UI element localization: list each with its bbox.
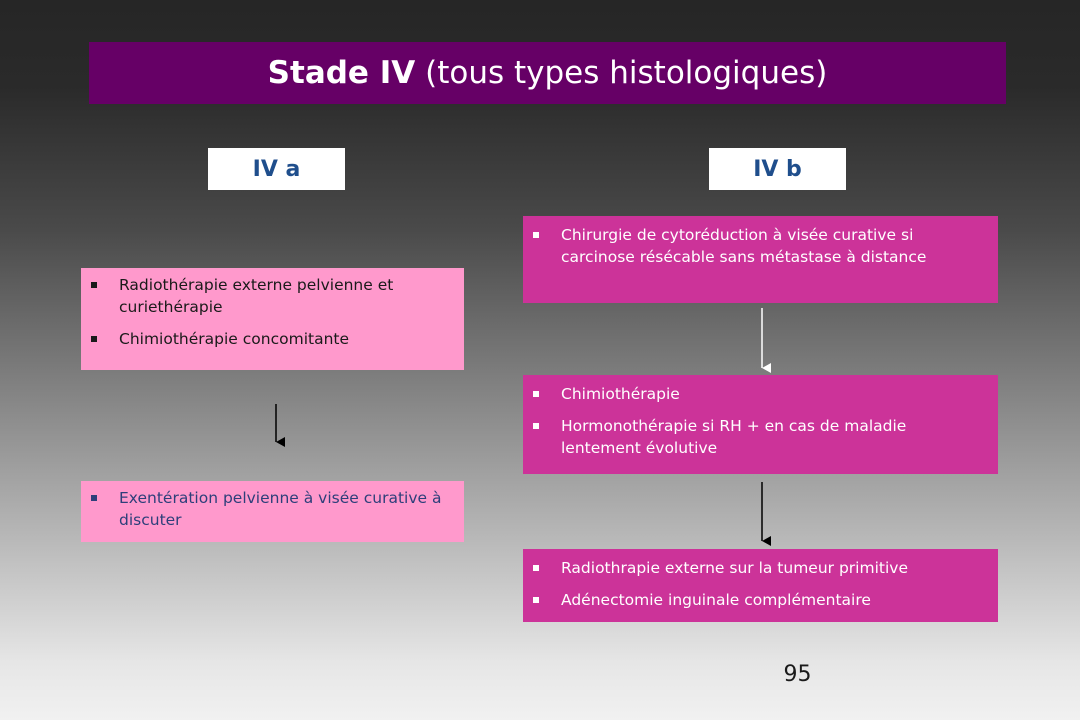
bullet-icon (533, 597, 539, 603)
column-header-ivb: IV b (709, 148, 846, 190)
list-item (91, 274, 452, 318)
list-item-text: Adénectomie inguinale complémentaire (561, 591, 871, 609)
list-item (533, 383, 986, 405)
bullet-icon (533, 232, 539, 238)
bullet-icon (91, 495, 97, 501)
bullet-icon (533, 423, 539, 429)
list-item (91, 328, 452, 350)
list-item-text: Chimiothérapie concomitante (119, 330, 350, 348)
iva-treatment-box (81, 268, 464, 370)
ivb-local-box (523, 549, 998, 622)
bullet-icon (91, 336, 97, 342)
list-item (533, 557, 986, 579)
list-item-text: Radiothrapie externe sur la tumeur primitive (561, 559, 908, 577)
slide-title (89, 42, 1006, 104)
list-item (533, 589, 986, 611)
title-bold: Stade IV (267, 55, 416, 91)
list-item (533, 224, 986, 268)
list-item-text: Chirurgie de cytoréduction à visée curative si carcinose résécable sans métastase à distance (561, 226, 927, 266)
list-item-text: Chimiothérapie (561, 385, 680, 403)
list-item-text: Exentération pelvienne à visée curative à discuter (119, 489, 442, 529)
page-number: 95 (783, 662, 812, 687)
ivb-surgery-box (523, 216, 998, 303)
column-header-iva: IV a (208, 148, 345, 190)
bullet-icon (533, 565, 539, 571)
bullet-icon (533, 391, 539, 397)
list-item (533, 415, 986, 459)
iva-surgery-box (81, 481, 464, 542)
ivb-systemic-box (523, 375, 998, 474)
bullet-icon (91, 282, 97, 288)
title-subtitle: (tous types histologiques) (425, 55, 828, 91)
list-item (91, 487, 452, 531)
list-item-text: Radiothérapie externe pelvienne et curiethérapie (119, 276, 394, 316)
list-item-text: Hormonothérapie si RH + en cas de maladie lentement évolutive (561, 417, 907, 457)
